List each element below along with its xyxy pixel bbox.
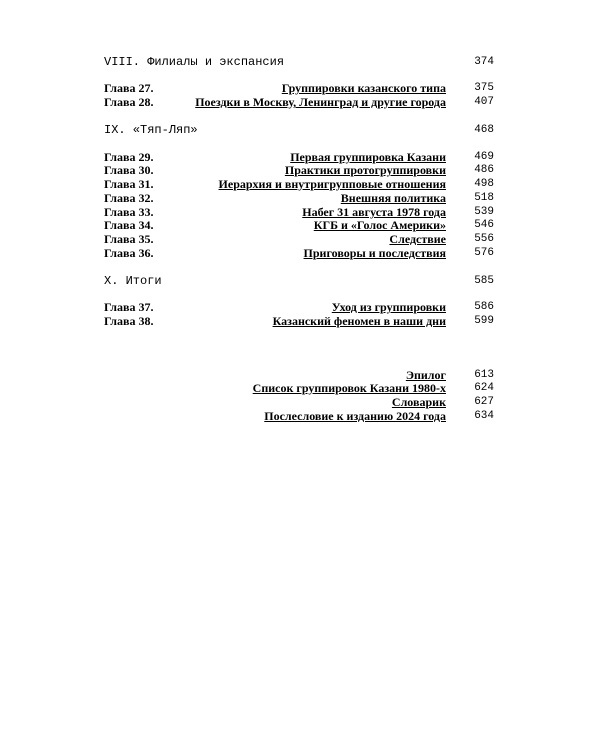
toc-chapter-row[interactable] xyxy=(104,314,494,328)
backmatter-title-link[interactable]: Список группировок Казани 1980-х xyxy=(252,381,446,395)
part-page-number: 468 xyxy=(474,124,494,136)
toc-backmatter-row[interactable] xyxy=(104,368,494,382)
backmatter-title-link[interactable]: Послесловие к изданию 2024 года xyxy=(264,409,446,423)
chapter-title-link[interactable]: Практики протогруппировки xyxy=(284,163,446,177)
chapter-label: Глава 32. xyxy=(104,191,154,205)
backmatter-page-number: 613 xyxy=(474,369,494,381)
toc-part xyxy=(104,122,494,138)
chapter-label: Глава 38. xyxy=(104,314,154,328)
toc-chapter-row[interactable] xyxy=(104,232,494,246)
chapter-page-number: 576 xyxy=(474,247,494,259)
toc-backmatter-row[interactable] xyxy=(104,395,494,409)
chapter-label: Глава 36. xyxy=(104,246,154,260)
part-title: IX. «Тяп-Ляп» xyxy=(104,123,198,137)
chapter-title-link[interactable]: Набег 31 августа 1978 года xyxy=(302,205,446,219)
chapter-page-number: 539 xyxy=(474,206,494,218)
chapter-title-link[interactable]: Следствие xyxy=(389,232,446,246)
chapter-title-link[interactable]: Поездки в Москву, Ленинград и другие города xyxy=(195,95,446,109)
chapter-label: Глава 34. xyxy=(104,218,154,232)
toc-chapter-row[interactable] xyxy=(104,205,494,219)
backmatter-page-number: 634 xyxy=(474,410,494,422)
chapter-title-link[interactable]: Внешняя политика xyxy=(340,191,446,205)
chapter-page-number: 586 xyxy=(474,301,494,313)
chapter-title-link[interactable]: Группировки казанского типа xyxy=(281,81,446,95)
toc-chapter-row[interactable] xyxy=(104,246,494,260)
toc-chapter-row[interactable] xyxy=(104,177,494,191)
chapter-label: Глава 27. xyxy=(104,81,154,95)
part-title: VIII. Филиалы и экспансия xyxy=(104,55,285,69)
chapter-page-number: 407 xyxy=(474,96,494,108)
chapter-page-number: 469 xyxy=(474,151,494,163)
toc-chapter-row[interactable] xyxy=(104,150,494,164)
toc-chapter-row[interactable] xyxy=(104,163,494,177)
chapter-page-number: 486 xyxy=(474,164,494,176)
chapter-title-link[interactable]: Первая группировка Казани xyxy=(290,150,446,164)
chapter-label: Глава 33. xyxy=(104,205,154,219)
chapter-page-number: 518 xyxy=(474,192,494,204)
chapter-label: Глава 28. xyxy=(104,95,154,109)
chapter-label: Глава 31. xyxy=(104,177,154,191)
backmatter-title-link[interactable]: Эпилог xyxy=(405,368,446,382)
toc-backmatter-row[interactable] xyxy=(104,409,494,423)
chapter-page-number: 556 xyxy=(474,233,494,245)
chapter-label: Глава 30. xyxy=(104,163,154,177)
chapter-page-number: 498 xyxy=(474,178,494,190)
chapter-label: Глава 35. xyxy=(104,232,154,246)
backmatter-page-number: 627 xyxy=(474,396,494,408)
chapter-title-link[interactable]: Казанский феномен в наши дни xyxy=(272,314,446,328)
chapter-label: Глава 37. xyxy=(104,300,154,314)
part-page-number: 374 xyxy=(474,56,494,68)
toc-chapter-row[interactable] xyxy=(104,81,494,95)
toc-chapter-row[interactable] xyxy=(104,300,494,314)
backmatter-title-link[interactable]: Словарик xyxy=(391,395,446,409)
chapter-title-link[interactable]: КГБ и «Голос Америки» xyxy=(313,218,446,232)
part-title: X. Итоги xyxy=(104,274,162,288)
chapter-title-link[interactable]: Приговоры и последствия xyxy=(303,246,446,260)
backmatter-page-number: 624 xyxy=(474,382,494,394)
toc-part xyxy=(104,54,494,70)
toc-chapter-row[interactable] xyxy=(104,95,494,109)
toc-chapter-row[interactable] xyxy=(104,191,494,205)
chapter-page-number: 599 xyxy=(474,315,494,327)
chapter-page-number: 375 xyxy=(474,82,494,94)
toc-part xyxy=(104,273,494,289)
part-page-number: 585 xyxy=(474,275,494,287)
chapter-title-link[interactable]: Иерархия и внутригрупповые отношения xyxy=(218,177,446,191)
chapter-page-number: 546 xyxy=(474,219,494,231)
chapter-label: Глава 29. xyxy=(104,150,154,164)
chapter-title-link[interactable]: Уход из группировки xyxy=(331,300,446,314)
toc-chapter-row[interactable] xyxy=(104,218,494,232)
toc-backmatter-row[interactable] xyxy=(104,381,494,395)
